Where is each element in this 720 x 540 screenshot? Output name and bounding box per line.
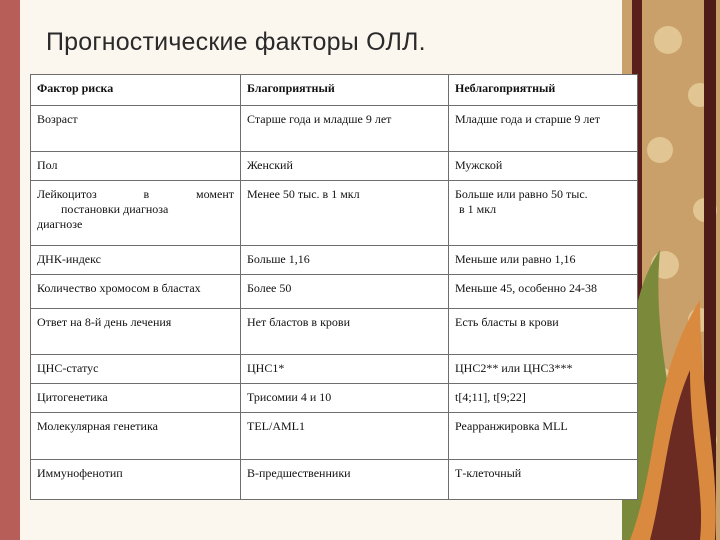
table-header-row xyxy=(31,75,638,106)
cell-factor: Ответ на 8-й день лечения xyxy=(31,309,241,355)
cell-favorable: Трисомии 4 и 10 xyxy=(241,384,449,413)
table-row xyxy=(31,355,638,384)
factor-line: постановки диагноза xyxy=(61,202,169,216)
cell-unfavorable: Меньше или равно 1,16 xyxy=(449,246,638,275)
cell-favorable: В-предшественники xyxy=(241,460,449,500)
table-row xyxy=(31,181,638,246)
cell-unfavorable xyxy=(449,181,638,246)
cell-favorable: TEL/AML1 xyxy=(241,413,449,460)
cell-favorable: Женский xyxy=(241,152,449,181)
header-risk-factor: Фактор риска xyxy=(31,75,241,106)
cell-unfavorable: ЦНС2** или ЦНС3*** xyxy=(449,355,638,384)
cell-unfavorable: Т-клеточный xyxy=(449,460,638,500)
cell-factor: Цитогенетика xyxy=(31,384,241,413)
cell-unfavorable: Реарранжировка MLL xyxy=(449,413,638,460)
header-unfavorable: Неблагоприятный xyxy=(449,75,638,106)
cell-factor: ДНК-индекс xyxy=(31,246,241,275)
table-row xyxy=(31,275,638,309)
cell-favorable: Нет бластов в крови xyxy=(241,309,449,355)
cell-factor xyxy=(31,181,241,246)
cell-favorable: Старше года и младше 9 лет xyxy=(241,106,449,152)
table-row xyxy=(31,413,638,460)
unfavorable-line: Больше или равно 50 тыс. xyxy=(455,187,588,201)
table-row xyxy=(31,309,638,355)
unfavorable-line: в 1 мкл xyxy=(459,202,497,216)
table-row xyxy=(31,384,638,413)
table-row xyxy=(31,460,638,500)
cell-factor: Молекулярная генетика xyxy=(31,413,241,460)
cell-factor: Иммунофенотип xyxy=(31,460,241,500)
cell-unfavorable: Меньше 45, особенно 24-38 xyxy=(449,275,638,309)
cell-unfavorable: Младше года и старше 9 лет xyxy=(449,106,638,152)
cell-favorable: Больше 1,16 xyxy=(241,246,449,275)
header-favorable: Благоприятный xyxy=(241,75,449,106)
factor-line: диагнозе xyxy=(37,217,83,231)
cell-favorable: ЦНС1* xyxy=(241,355,449,384)
table-row xyxy=(31,152,638,181)
cell-favorable: Менее 50 тыс. в 1 мкл xyxy=(241,181,449,246)
slide-title: Прогностические факторы ОЛЛ. xyxy=(46,28,426,56)
cell-factor: Пол xyxy=(31,152,241,181)
factor-line: Лейкоцитоз в момент xyxy=(37,187,234,201)
cell-unfavorable: t[4;11], t[9;22] xyxy=(449,384,638,413)
table-row xyxy=(31,106,638,152)
cell-factor: ЦНС-статус xyxy=(31,355,241,384)
cell-unfavorable: Есть бласты в крови xyxy=(449,309,638,355)
cell-favorable: Более 50 xyxy=(241,275,449,309)
prognostic-factors-table xyxy=(30,74,638,500)
table-row xyxy=(31,246,638,275)
cell-factor: Возраст xyxy=(31,106,241,152)
cell-factor: Количество хромосом в бластах xyxy=(31,275,241,309)
cell-unfavorable: Мужской xyxy=(449,152,638,181)
